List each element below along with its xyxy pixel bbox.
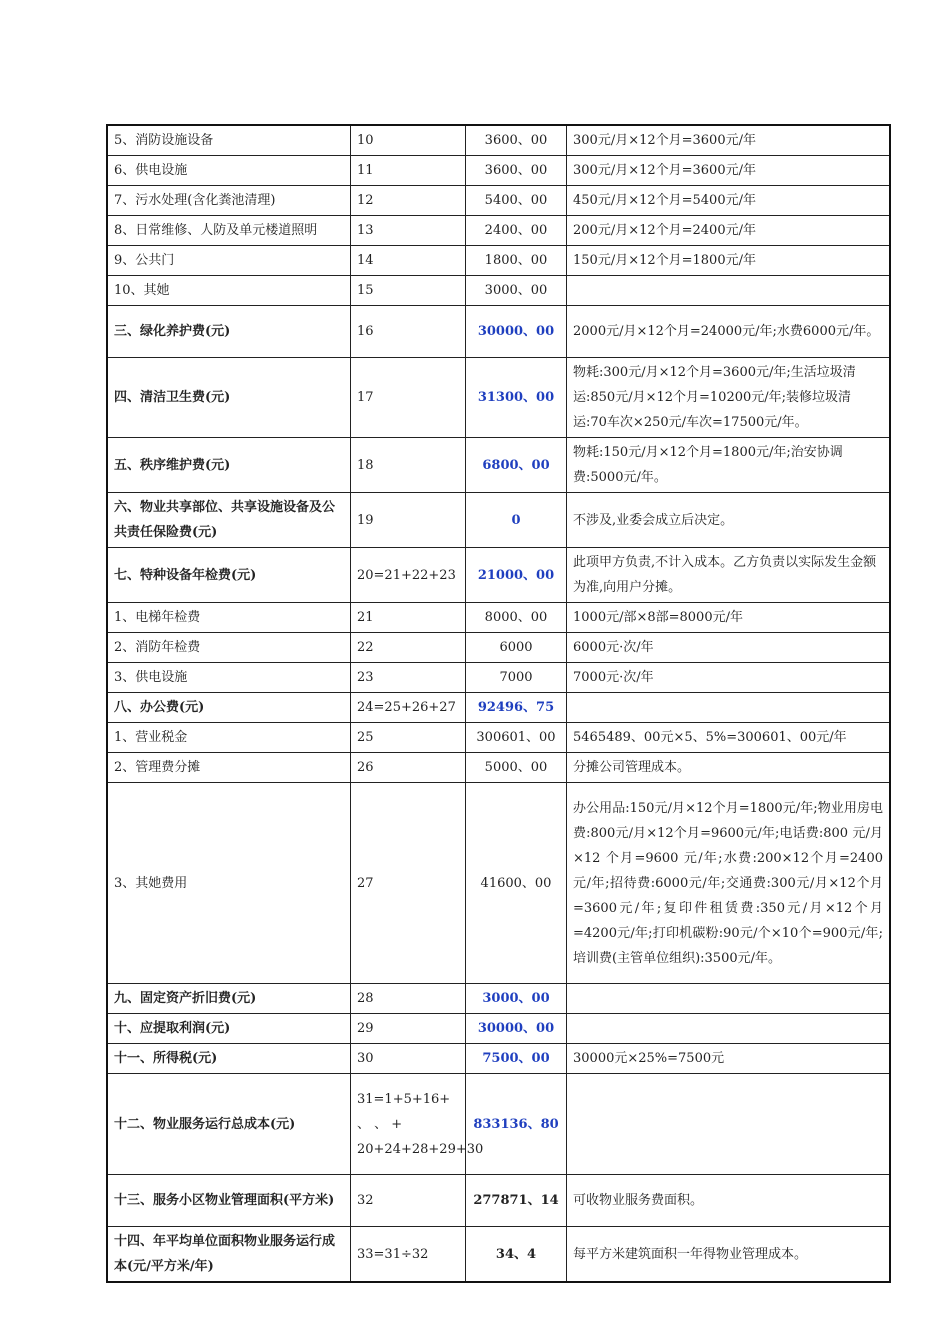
row-number-cell: 21 [351,603,466,633]
amount-cell: 2400、00 [466,216,567,246]
table-row [107,1074,890,1175]
note-cell [567,984,891,1014]
amount-cell: 1800、00 [466,246,567,276]
row-number-cell: 28 [351,984,466,1014]
cost-table-body [107,125,890,1282]
row-number-cell: 25 [351,723,466,753]
item-name-cell: 六、物业共享部位、共享设施设备及公共责任保险费(元) [107,493,351,548]
table-row [107,493,890,548]
note-cell: 物耗:150元/月×12个月=1800元/年;治安协调费:5000元/年。 [567,438,891,493]
note-cell [567,276,891,306]
amount-cell: 21000、00 [466,548,567,603]
item-name-cell: 十二、物业服务运行总成本(元) [107,1074,351,1175]
row-number-cell: 32 [351,1175,466,1227]
amount-cell: 7500、00 [466,1044,567,1074]
item-name-cell: 10、其她 [107,276,351,306]
table-row [107,306,890,358]
row-number-cell: 14 [351,246,466,276]
row-number-cell: 11 [351,156,466,186]
item-name-cell: 3、其她费用 [107,783,351,984]
row-number-cell: 23 [351,663,466,693]
item-name-cell: 八、办公费(元) [107,693,351,723]
note-cell: 此项甲方负责,不计入成本。乙方负责以实际发生金额为准,向用户分摊。 [567,548,891,603]
note-cell: 1000元/部×8部=8000元/年 [567,603,891,633]
item-name-cell: 十一、所得税(元) [107,1044,351,1074]
table-row [107,1014,890,1044]
note-cell: 6000元·次/年 [567,633,891,663]
item-name-cell: 七、特种设备年检费(元) [107,548,351,603]
item-name-cell: 五、秩序维护费(元) [107,438,351,493]
amount-cell: 277871、14 [466,1175,567,1227]
item-name-cell: 四、清洁卫生费(元) [107,358,351,438]
note-cell [567,693,891,723]
item-name-cell: 2、消防年检费 [107,633,351,663]
note-cell: 300元/月×12个月=3600元/年 [567,125,891,156]
table-row [107,633,890,663]
table-row [107,276,890,306]
row-number-cell: 27 [351,783,466,984]
row-number-cell: 22 [351,633,466,663]
table-row [107,693,890,723]
note-cell: 办公用品:150元/月×12个月=1800元/年;物业用房电费:800元/月×12个月=9600元/年;电话费:800 元/月×12 个月=9600 元/年;水费:200×12个月=2400元/年;招待费:6000元/年;交通费:300元/月×12个月=3600元/年;复印件租赁费:350元/月×12个月=4200元/年;打印机碳粉:90元/个×10个=900元/年;培训费(主管单位组织):3500元/年。 [567,783,891,984]
row-number-cell: 18 [351,438,466,493]
row-number-cell: 20=21+22+23 [351,548,466,603]
amount-cell: 30000、00 [466,1014,567,1044]
note-cell [567,1014,891,1044]
row-number-cell: 24=25+26+27 [351,693,466,723]
amount-cell: 833136、80 [466,1074,567,1175]
table-row [107,1227,890,1283]
amount-cell: 300601、00 [466,723,567,753]
item-name-cell: 5、消防设施设备 [107,125,351,156]
item-name-cell: 十四、年平均单位面积物业服务运行成本(元/平方米/年) [107,1227,351,1283]
row-number-cell: 16 [351,306,466,358]
item-name-cell: 9、公共门 [107,246,351,276]
table-row [107,783,890,984]
note-cell: 物耗:300元/月×12个月=3600元/年;生活垃圾清运:850元/月×12个月=10200元/年;装修垃圾清运:70车次×250元/车次=17500元/年。 [567,358,891,438]
item-name-cell: 8、日常维修、人防及单元楼道照明 [107,216,351,246]
row-number-cell: 10 [351,125,466,156]
amount-cell: 3000、00 [466,984,567,1014]
table-row [107,603,890,633]
item-name-cell: 十、应提取利润(元) [107,1014,351,1044]
table-row [107,216,890,246]
item-name-cell: 十三、服务小区物业管理面积(平方米) [107,1175,351,1227]
table-row [107,1175,890,1227]
amount-cell: 5000、00 [466,753,567,783]
note-cell: 5465489、00元×5、5%=300601、00元/年 [567,723,891,753]
row-number-cell: 33=31÷32 [351,1227,466,1283]
table-row [107,358,890,438]
note-cell: 每平方米建筑面积一年得物业管理成本。 [567,1227,891,1283]
table-row [107,1044,890,1074]
row-number-cell: 13 [351,216,466,246]
row-number-cell: 26 [351,753,466,783]
note-cell: 300元/月×12个月=3600元/年 [567,156,891,186]
amount-cell: 7000 [466,663,567,693]
note-cell: 200元/月×12个月=2400元/年 [567,216,891,246]
note-cell: 7000元·次/年 [567,663,891,693]
item-name-cell: 2、管理费分摊 [107,753,351,783]
item-name-cell: 7、污水处理(含化粪池清理) [107,186,351,216]
note-cell: 30000元×25%=7500元 [567,1044,891,1074]
table-row [107,156,890,186]
note-cell: 分摊公司管理成本。 [567,753,891,783]
row-number-cell: 31=1+5+16+ 、 、 + 20+24+28+29+30 [351,1074,466,1175]
row-number-cell: 29 [351,1014,466,1044]
amount-cell: 0 [466,493,567,548]
amount-cell: 6800、00 [466,438,567,493]
item-name-cell: 6、供电设施 [107,156,351,186]
amount-cell: 5400、00 [466,186,567,216]
table-row [107,753,890,783]
item-name-cell: 1、电梯年检费 [107,603,351,633]
table-row [107,246,890,276]
item-name-cell: 九、固定资产折旧费(元) [107,984,351,1014]
note-cell: 150元/月×12个月=1800元/年 [567,246,891,276]
table-row [107,984,890,1014]
row-number-cell: 15 [351,276,466,306]
amount-cell: 3600、00 [466,125,567,156]
table-row [107,663,890,693]
note-cell: 450元/月×12个月=5400元/年 [567,186,891,216]
item-name-cell: 3、供电设施 [107,663,351,693]
amount-cell: 3600、00 [466,156,567,186]
row-number-cell: 17 [351,358,466,438]
item-name-cell: 1、营业税金 [107,723,351,753]
note-cell [567,1074,891,1175]
amount-cell: 8000、00 [466,603,567,633]
table-row [107,723,890,753]
table-row [107,125,890,156]
amount-cell: 34、4 [466,1227,567,1283]
note-cell: 可收物业服务费面积。 [567,1175,891,1227]
amount-cell: 41600、00 [466,783,567,984]
amount-cell: 6000 [466,633,567,663]
note-cell: 2000元/月×12个月=24000元/年;水费6000元/年。 [567,306,891,358]
row-number-cell: 30 [351,1044,466,1074]
item-name-cell: 三、绿化养护费(元) [107,306,351,358]
table-row [107,438,890,493]
table-row [107,186,890,216]
row-number-cell: 12 [351,186,466,216]
amount-cell: 3000、00 [466,276,567,306]
amount-cell: 92496、75 [466,693,567,723]
amount-cell: 31300、00 [466,358,567,438]
row-number-cell: 19 [351,493,466,548]
table-row [107,548,890,603]
note-cell: 不涉及,业委会成立后决定。 [567,493,891,548]
amount-cell: 30000、00 [466,306,567,358]
cost-table [106,124,891,1283]
